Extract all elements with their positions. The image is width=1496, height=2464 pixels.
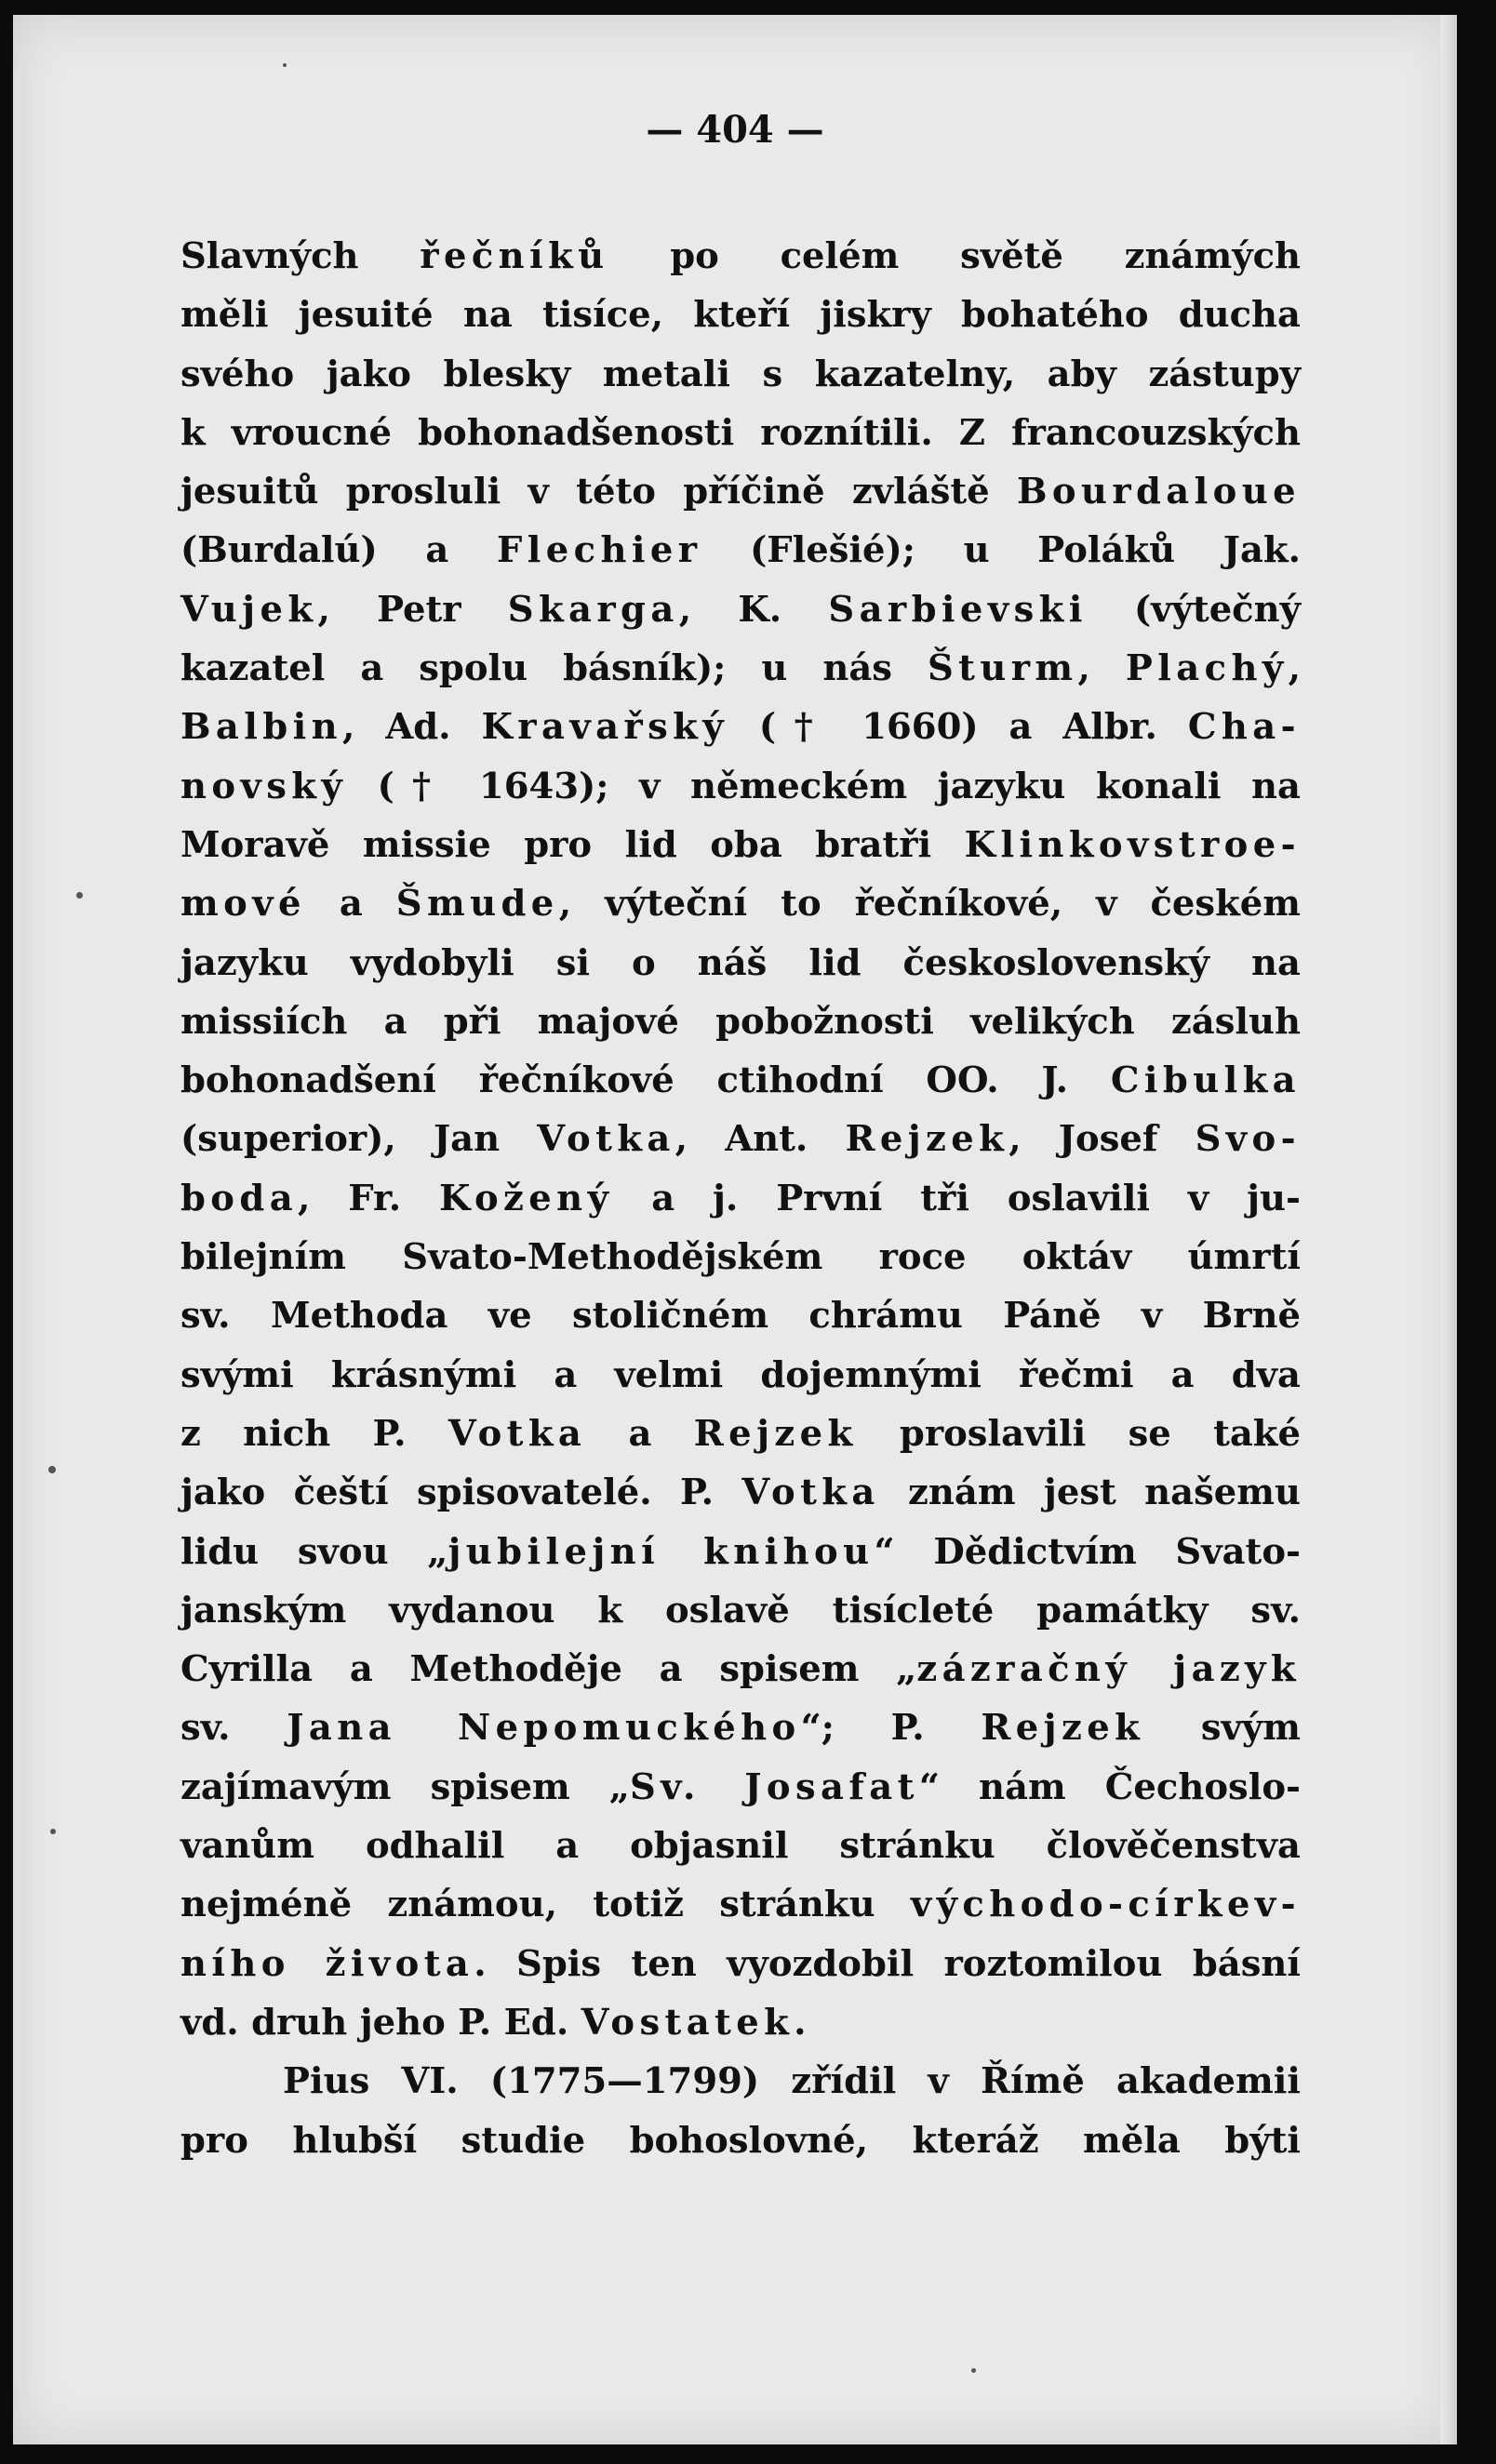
text-run: , K. <box>678 588 829 631</box>
spaced-emphasis-text: Šmude <box>395 883 559 926</box>
text-run: . <box>794 2001 807 2044</box>
print-speck <box>971 2368 976 2373</box>
text-run: bilejním Svato-Methodějském roce oktáv úmrtí <box>180 1236 1301 1279</box>
text-line <box>180 1051 1301 1110</box>
book-page <box>13 15 1457 2444</box>
text-run: k vroucné bohonadšenosti roznítili. Z francouzských <box>180 411 1301 454</box>
text-run: sv. <box>180 1707 287 1750</box>
spaced-emphasis-text: Skarga <box>507 588 679 631</box>
spaced-emphasis-text: Balbin <box>180 706 342 749</box>
spaced-emphasis-text: Bourdaloue <box>1016 471 1301 513</box>
text-line <box>180 521 1301 579</box>
text-line <box>180 874 1301 933</box>
text-run: svým <box>1144 1707 1302 1750</box>
text-run: “ nám Čechoslo- <box>918 1765 1301 1808</box>
text-run: vanům odhalil a objasnil stránku člověčenstva <box>180 1825 1301 1868</box>
text-run: jazyku vydobyli si o náš lid československý na <box>180 941 1301 984</box>
text-line <box>180 404 1301 462</box>
text-line <box>180 345 1301 404</box>
text-run: , <box>1288 647 1301 690</box>
text-run: , Fr. <box>298 1177 439 1219</box>
text-run: jako čeští spisovatelé. P. <box>180 1472 742 1514</box>
spaced-emphasis-text: Svo- <box>1195 1118 1301 1161</box>
spaced-emphasis-text: Rejzek <box>693 1412 858 1455</box>
spaced-emphasis-text: Sarbievski <box>828 588 1088 631</box>
text-run: a j. První tři oslavili v ju- <box>613 1177 1301 1219</box>
text-line <box>180 1817 1301 1875</box>
text-line <box>180 1993 1301 2052</box>
text-line <box>180 1463 1301 1522</box>
text-line <box>180 227 1301 286</box>
text-run: , Petr <box>317 588 508 631</box>
text-line <box>180 816 1301 874</box>
text-run: a <box>305 883 396 926</box>
text-run: , výteční to řečníkové, v českém <box>558 883 1301 926</box>
text-line <box>180 2052 1301 2111</box>
text-line <box>180 1110 1301 1168</box>
text-line <box>180 286 1301 344</box>
text-line <box>180 1346 1301 1405</box>
text-run: lidu svou „ <box>180 1530 448 1573</box>
text-line <box>180 1698 1301 1757</box>
text-run: (Burdalú) a <box>180 529 497 572</box>
text-run: Slavných <box>180 235 421 277</box>
text-line <box>180 992 1301 1051</box>
text-run: nejméně známou, totiž stránku <box>180 1884 911 1926</box>
text-line <box>180 698 1301 756</box>
text-run: sv. Methoda ve stoličném chrámu Páně v Brně <box>180 1295 1301 1338</box>
text-line <box>180 1935 1301 1993</box>
spaced-emphasis-text: Kožený <box>438 1177 614 1219</box>
spaced-emphasis-text: novský <box>180 765 348 807</box>
text-run: po celém světě známých <box>608 235 1301 277</box>
spaced-emphasis-text: Šturm <box>927 647 1078 690</box>
spaced-emphasis-text: Rejzek <box>981 1707 1145 1750</box>
text-run: pro hlubší studie bohoslovné, kteráž měla býti <box>180 2119 1301 2162</box>
text-run: Moravě missie pro lid oba bratři <box>180 823 965 866</box>
text-run: měli jesuité na tisíce, kteří jiskry bohatého ducha <box>180 294 1301 337</box>
spaced-emphasis-text: Cibulka <box>1110 1059 1301 1102</box>
text-run: svého jako blesky metali s kazatelny, aby zástupy <box>180 353 1301 395</box>
text-line <box>180 1758 1301 1817</box>
text-run: a <box>586 1412 694 1455</box>
text-line <box>180 1581 1301 1640</box>
text-run: janským vydanou k oslavě tisícleté památky sv. <box>180 1589 1301 1632</box>
text-line <box>180 1875 1301 1934</box>
text-run: († 1660) a Albr. <box>728 706 1188 749</box>
text-line <box>180 2111 1301 2170</box>
text-run: “ Dědictvím Svato- <box>874 1530 1301 1573</box>
spaced-emphasis-text: mové <box>180 883 306 926</box>
text-line <box>180 1228 1301 1286</box>
page-edge-shadow <box>1440 15 1457 2444</box>
text-line <box>180 757 1301 816</box>
spaced-emphasis-text: zázračný jazyk <box>916 1648 1301 1691</box>
text-run: (výtečný <box>1087 588 1301 631</box>
text-line <box>180 462 1301 521</box>
text-run: , Josef <box>1008 1118 1195 1161</box>
text-run: jesuitů prosluli v této příčině zvláště <box>180 471 1017 513</box>
spaced-emphasis-text: Sv. Josafat <box>629 1765 919 1808</box>
text-run: , <box>1077 647 1126 690</box>
spaced-emphasis-text: východo-církev- <box>910 1884 1301 1926</box>
text-run: (Flešié); u Poláků Jak. <box>701 529 1302 572</box>
print-speck <box>48 1466 56 1473</box>
text-line <box>180 580 1301 639</box>
spaced-emphasis-text: Vujek <box>180 588 318 631</box>
text-run: Pius VI. (1775—1799) zřídil v Římě akademii <box>283 2060 1301 2103</box>
print-speck <box>50 1829 56 1834</box>
spaced-emphasis-text: Rejzek <box>845 1118 1009 1161</box>
text-run: , Ad. <box>342 706 482 749</box>
spaced-emphasis-text: Votka <box>447 1412 587 1455</box>
text-line <box>180 639 1301 698</box>
text-run: svými krásnými a velmi dojemnými řečmi a dva <box>180 1353 1301 1396</box>
spaced-emphasis-text: Votka <box>537 1118 675 1161</box>
text-run: kazatel a spolu básník); u nás <box>180 647 928 690</box>
text-run: “; P. <box>800 1707 982 1750</box>
text-run: , Ant. <box>675 1118 846 1161</box>
spaced-emphasis-text: boda <box>180 1177 299 1219</box>
spaced-emphasis-text: Klinkovstroe- <box>964 823 1301 866</box>
spaced-emphasis-text: řečníků <box>420 235 609 277</box>
page-number: — 404 — <box>646 108 824 152</box>
text-run: († 1643); v německém jazyku konali na <box>347 765 1301 807</box>
text-run: znám jest našemu <box>879 1472 1302 1514</box>
text-run: vd. druh jeho P. Ed. <box>180 2001 581 2044</box>
spaced-emphasis-text: Cha- <box>1187 706 1301 749</box>
spaced-emphasis-text: Jana Nepomuckého <box>287 1707 801 1750</box>
text-line <box>180 1405 1301 1463</box>
text-line <box>180 1523 1301 1581</box>
text-line <box>180 1169 1301 1228</box>
spaced-emphasis-text: Flechier <box>497 529 702 572</box>
print-speck <box>76 892 83 899</box>
spaced-emphasis-text: Kravařský <box>481 706 728 749</box>
spaced-emphasis-text: Vostatek <box>581 2001 795 2044</box>
text-run: (superior), Jan <box>180 1118 538 1161</box>
print-speck <box>283 63 287 67</box>
text-run: zajímavým spisem „ <box>180 1765 630 1808</box>
text-run: missiích a při majové pobožnosti velikých zásluh <box>180 1000 1301 1043</box>
spaced-emphasis-text: ního života <box>180 1942 474 1985</box>
text-line <box>180 1286 1301 1345</box>
spaced-emphasis-text: Plachý <box>1125 647 1289 690</box>
text-run: z nich P. <box>180 1412 448 1455</box>
spaced-emphasis-text: jubilejní knihou <box>447 1530 875 1573</box>
text-run: . Spis ten vyozdobil roztomilou básní <box>474 1942 1302 1985</box>
text-run: proslavili se také <box>857 1412 1301 1455</box>
text-line <box>180 934 1301 992</box>
text-run: bohonadšení řečníkové ctihodní OO. J. <box>180 1059 1111 1102</box>
text-run: Cyrilla a Methoděje a spisem „ <box>180 1648 917 1691</box>
body-text <box>180 227 1301 2170</box>
spaced-emphasis-text: Votka <box>741 1472 880 1514</box>
text-line <box>180 1640 1301 1698</box>
